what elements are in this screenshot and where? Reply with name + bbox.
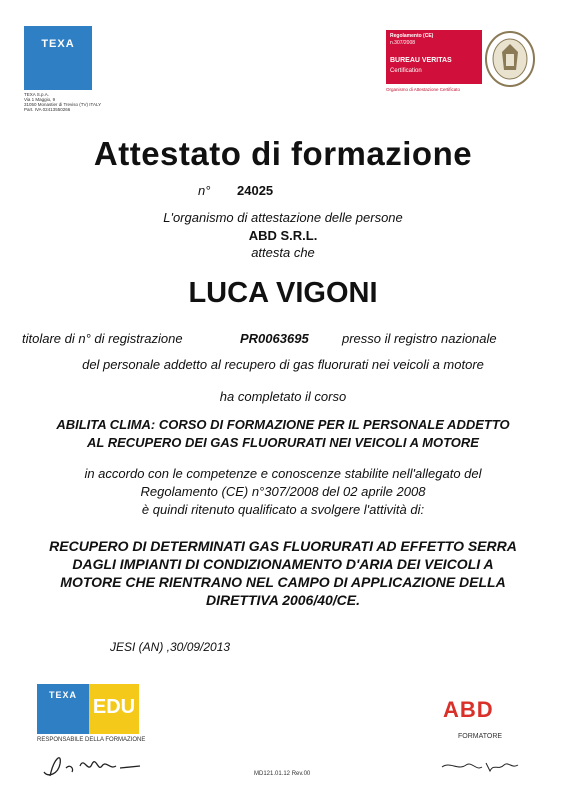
attesta-line: attesta che	[251, 245, 315, 260]
registration-number: PR0063695	[240, 331, 309, 346]
accordo-line: è quindi ritenuto qualificato a svolgere l'attività di:	[141, 502, 425, 517]
bureau-veritas-seal-icon	[484, 30, 536, 88]
texa-edu-logo	[37, 684, 139, 734]
texa-logo-text: TEXA	[41, 38, 75, 50]
org-line: L'organismo di attestazione delle persone	[163, 210, 403, 225]
bv-reg-line2: n.307/2008	[390, 40, 416, 46]
completato-line: ha completato il corso	[219, 389, 347, 404]
personale-line: del personale addetto al recupero di gas fluorurati nei veicoli a motore	[82, 357, 484, 372]
place-date: JESI (AN) ,30/09/2013	[110, 640, 231, 654]
registration-suffix: presso il registro nazionale	[342, 331, 497, 346]
accordo-block	[0, 465, 566, 519]
activity-line: RECUPERO DI DETERMINATI GAS FLUORURATI AD EFFETTO SERRA	[49, 538, 517, 554]
signature-right-icon	[440, 755, 520, 777]
bv-certification: Certification	[390, 68, 422, 74]
activity-line: DIRETTIVA 2006/40/CE.	[205, 592, 361, 608]
org-name: ABD S.R.L.	[248, 228, 318, 243]
texa-address-line: Part. IVA 02413550266	[24, 107, 71, 112]
edu-left-text: TEXA	[48, 690, 77, 700]
signature-left-icon	[40, 746, 150, 782]
person-name: LUCA VIGONI	[188, 277, 378, 309]
certificate-title: Attestato di formazione	[93, 135, 473, 172]
certificate-number-label: n°	[198, 183, 211, 198]
texa-address	[24, 92, 104, 112]
formatore-label: FORMATORE	[458, 733, 503, 740]
registration-prefix: titolare di n° di registrazione	[22, 331, 183, 346]
activity-line: DAGLI IMPIANTI DI CONDIZIONAMENTO D'ARIA DEI VEICOLI A	[72, 556, 494, 572]
course-line: AL RECUPERO DEI GAS FLUORURATI NEI VEICOLI A MOTORE	[87, 435, 479, 450]
edu-right-text: EDU	[92, 696, 136, 718]
texa-address-line: Via 1 Maggio, 9	[24, 97, 56, 102]
accordo-line: in accordo con le competenze e conoscenze stabilite nell'allegato del	[84, 466, 482, 481]
bureau-veritas-logo	[386, 30, 536, 92]
texa-logo	[24, 26, 92, 90]
responsabile-label: RESPONSABILE DELLA FORMAZIONE	[37, 737, 146, 743]
bv-name: BUREAU VERITAS	[390, 57, 452, 64]
texa-address-line: TEXA S.p.A.	[24, 92, 50, 97]
document-reference: MD121.01.12 Rev.00	[254, 771, 311, 777]
bv-caption: Organismo di Attestazione Certificato	[386, 87, 461, 92]
accordo-line: Regolamento (CE) n°307/2008 del 02 aprile 2008	[140, 484, 426, 499]
course-line: ABILITA CLIMA: CORSO DI FORMAZIONE PER IL PERSONALE ADDETTO	[56, 417, 510, 432]
abd-logo: ABD	[443, 697, 494, 722]
bv-reg-line1: Regolamento (CE)	[390, 33, 434, 39]
texa-address-line: 31050 Monastier di Treviso (TV) ITALY	[24, 102, 102, 107]
activity-line: MOTORE CHE RIENTRANO NEL CAMPO DI APPLICAZIONE DELLA	[60, 574, 506, 590]
bureau-veritas-panel	[386, 30, 482, 84]
certificate-number: 24025	[237, 183, 274, 198]
